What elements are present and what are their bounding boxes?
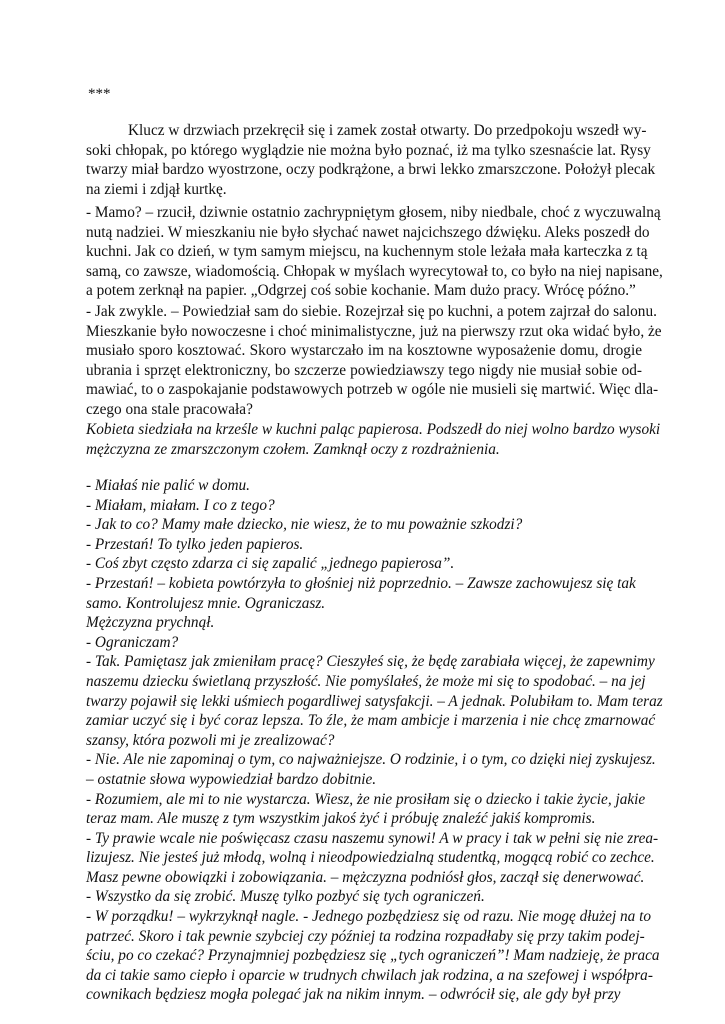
text-line: czego ona stale pracowała?: [86, 400, 253, 418]
text-line: - Coś zbyt często zdarza ci się zapalić „jednego papierosa”.: [86, 555, 455, 573]
text-line: Mężczyzna prychnął.: [86, 614, 215, 632]
text-line: Klucz w drzwiach przekręcił się i zamek został otwarty. Do przedpokoju wszedł wy-: [128, 122, 647, 139]
text-line: teraz mam. Ale muszę z tym wszystkim jakoś żyć i próbuję znaleźć jakiś kompromis.: [86, 810, 596, 828]
text-line: a potem zerknął na papier. „Odgrzej coś sobie kochanie. Mam dużo pracy. Wrócę późno.”: [86, 282, 636, 300]
text-line: da ci takie samo ciepło i oparcie w trudnych chwilach jak rodzina, a na szefowej i współpra-: [86, 966, 653, 984]
section-separator: ***: [88, 86, 111, 102]
text-line: soki chłopak, po którego wyglądzie nie można było poznać, iż ma tylko szesnaście lat. Rysy: [86, 141, 651, 159]
text-line: - Przestań! To tylko jeden papieros.: [86, 535, 304, 553]
text-line: musiało sporo kosztować. Skoro wystarczało im na kosztowne wyposażenie domu, drogie: [86, 342, 642, 360]
text-line: naszemu dziecku świetlaną przyszłość. Nie pomyślałeś, że może mi się to spodobać. – na jej: [86, 672, 646, 690]
text-line: - W porządku! – wykrzyknął nagle. - Jednego pozbędziesz się od razu. Nie mogę dłużej na to: [86, 908, 652, 926]
text-line: samą, co zawsze, wiadomością. Chłopak w myślach wyrecytował to, co było na niej napisane,: [86, 262, 663, 280]
text-line: ubrania i sprzęt elektroniczny, bo szczerze powiedziawszy tego nigdy nie musiał sobie od-: [86, 361, 642, 379]
text-line: Masz pewne obowiązki i zobowiązania. – mężczyzna podniósł głos, zaczął się denerwować.: [86, 868, 645, 886]
text-line: patrzeć. Skoro i tak pewnie szybciej czy później ta rodzina rozpadłaby się przy takim podej-: [86, 927, 645, 945]
italic-passage: [86, 420, 661, 459]
text-line: nutą nadziei. W mieszkaniu nie było słychać nawet najcichszego dźwięku. Aleks poszedł do: [86, 223, 650, 241]
text-line: ściu, po co czekać? Przynajmniej pozbędziesz się „tych ograniczeń”! Mam nadzieję, że praca: [86, 947, 660, 965]
text-line: - Tak. Pamiętasz jak zmieniłam pracę? Cieszyłeś się, że będę zarabiała więcej, że zapewnimy: [86, 653, 655, 671]
paragraph: [86, 121, 656, 199]
text-line: Mieszkanie było nowoczesne i choć minimalistyczne, już na pierwszy rzut oka widać było, że: [86, 322, 662, 340]
italic-passage: [86, 476, 663, 1005]
text-line: - Rozumiem, ale mi to nie wystarcza. Wiesz, że nie prosiłam się o dziecko i takie życie, jakie: [86, 790, 646, 808]
text-line: lizujesz. Nie jesteś już młodą, wolną i nieodpowiedzialną studentką, mogącą robić co zechce.: [86, 849, 655, 867]
text-line: - Ty prawie wcale nie poświęcasz czasu naszemu synowi! A w pracy i tak w pełni się nie zrea-: [86, 829, 659, 847]
text-line: - Jak to co? Mamy małe dziecko, nie wiesz, że to mu poważnie szkodzi?: [86, 516, 523, 534]
text-line: - Mamo? – rzucił, dziwnie ostatnio zachrypniętym głosem, niby niedbale, choć z wyczuwalną: [86, 204, 661, 221]
text-line: na ziemi i zdjął kurtkę.: [86, 180, 227, 198]
text-line: - Wszystko da się zrobić. Muszę tylko pozbyć się tych ograniczeń.: [86, 888, 485, 906]
text-line: - Przestań! – kobieta powtórzyła to głośniej niż poprzednio. – Zawsze zachowujesz się tak: [86, 574, 636, 592]
text-line: kuchni. Jak co dzień, w tym samym miejscu, na kuchennym stole leżała mała karteczka z tą: [86, 243, 648, 261]
text-line: samo. Kontrolujesz mnie. Ograniczasz.: [86, 594, 326, 612]
text-line: - Jak zwykle. – Powiedział sam do siebie. Rozejrzał się po kuchni, a potem zajrzał do salonu.: [86, 303, 657, 320]
text-line: – ostatnie słowa wypowiedział bardzo dobitnie.: [86, 770, 377, 788]
text-line: Kobieta siedziała na krześle w kuchni paląc papierosa. Podszedł do niej wolno bardzo wysoki: [86, 421, 661, 438]
text-line: - Nie. Ale nie zapominaj o tym, co najważniejsze. O rodzinie, i o tym, co dzięki niej zyskujesz.: [86, 751, 656, 769]
text-line: szansy, która pozwoli mi je zrealizować?: [86, 731, 335, 749]
text-line: - Ograniczam?: [86, 633, 179, 651]
text-line: mężczyzna ze zmarszczonym czołem. Zamknął oczy z rozdrażnienia.: [86, 440, 500, 458]
text-line: - Miałam, miałam. I co z tego?: [86, 496, 275, 514]
text-line: twarzy pojawił się lekki uśmiech pogardliwej satysfakcji. – A jednak. Polubiłam to. Mam teraz: [86, 692, 663, 710]
text-line: mawiać, to o zaspokajanie podstawowych potrzeb w ogóle nie musieli się martwić. Więc dla-: [86, 381, 659, 399]
paragraph: [86, 302, 662, 420]
text-line: zamiar uczyć się i być coraz lepsza. To źle, że mam ambicje i marzenia i nie chcę zmarnować: [86, 712, 656, 730]
text-line: cownikach będziesz mogła polegać jak na nikim innym. – odwrócił się, ale gdy był przy: [86, 986, 621, 1004]
paragraph: [86, 203, 663, 301]
text-line: - Miałaś nie palić w domu.: [86, 477, 251, 494]
text-line: twarzy miał bardzo wyostrzone, oczy podkrążone, a brwi lekko zmarszczone. Położył plecak: [86, 161, 656, 179]
